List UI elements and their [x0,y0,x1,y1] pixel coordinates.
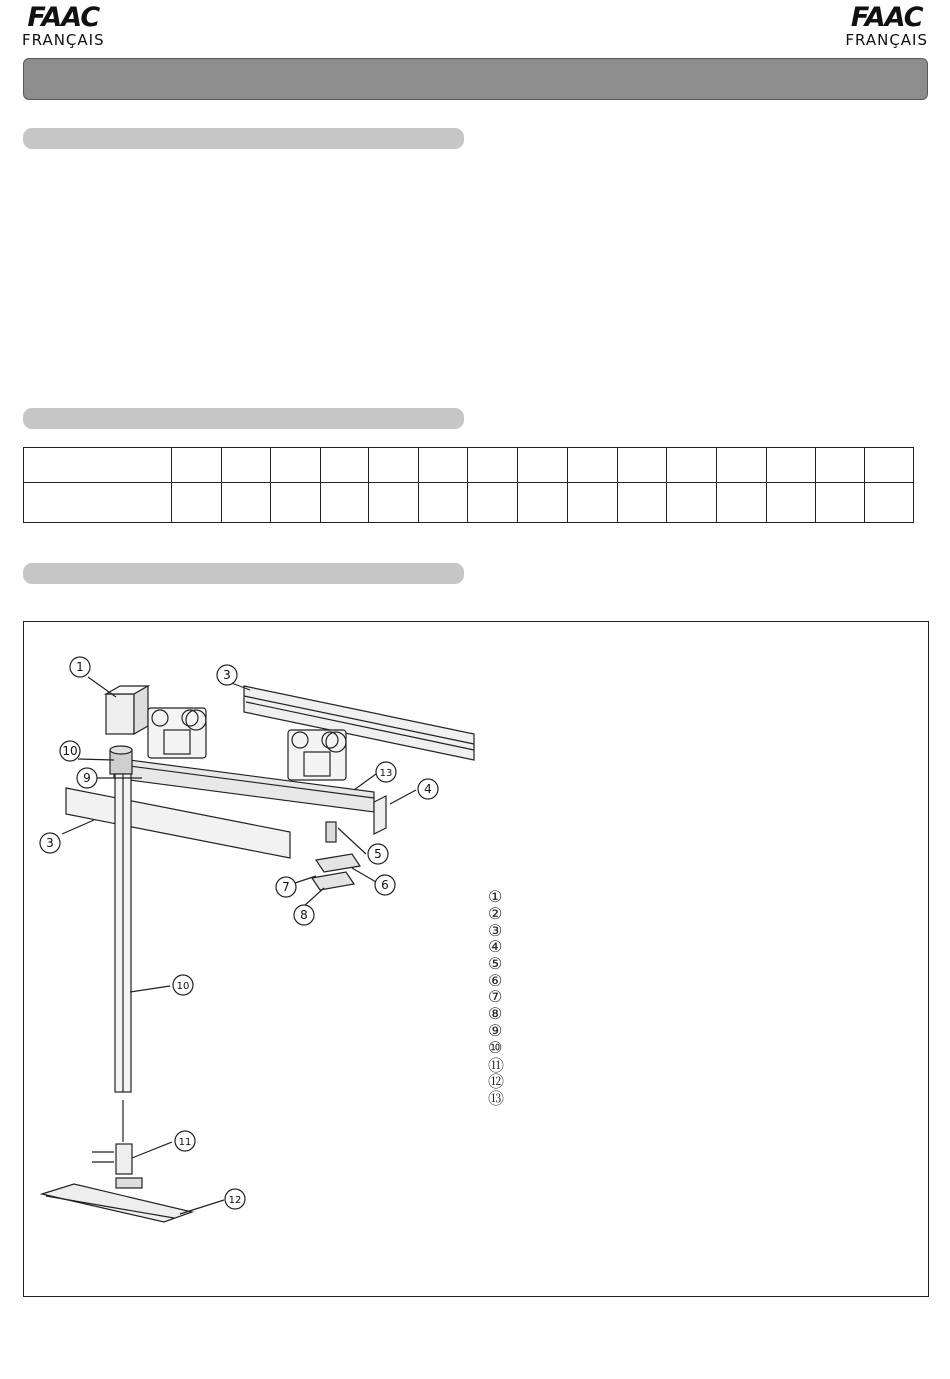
table-cell [369,483,419,523]
exploded-view-figure [23,621,929,1297]
callout-label: 3 [223,668,231,682]
rail-profile-drawing [244,686,474,760]
callout-label: 8 [300,908,308,922]
table-cell [321,483,369,523]
callout-label: 7 [282,880,290,894]
table-cell [468,448,518,483]
callout-label: 9 [83,771,91,785]
parts-legend [488,889,505,1109]
table-cell [419,483,468,523]
table-cell [767,448,816,483]
legend-item: ① [488,889,503,907]
table-cell [172,483,222,523]
table-cell [618,448,667,483]
legend-item: ⑥ [488,972,503,990]
legend-item: ⑪ [488,1057,505,1075]
language-label: FRANÇAIS [22,31,105,49]
plate-drawing [374,796,386,834]
table-cell [518,448,568,483]
table-cell [222,448,271,483]
table-cell [816,448,865,483]
table-cell [767,483,816,523]
callout-label: 3 [46,836,54,850]
page-title-bar [23,58,928,100]
table-cell [717,483,767,523]
floor-guide-drawing [42,1184,192,1222]
exploded-diagram [24,622,928,1296]
table-cell [24,448,172,483]
legend-item: ⑩ [488,1039,503,1057]
table-cell [816,483,865,523]
legend-item: ⑬ [488,1091,505,1109]
callout-label: 10 [62,744,78,758]
legend-item: ③ [488,922,503,940]
table-cell [568,448,618,483]
table-cell [568,483,618,523]
callout-label: 1 [76,660,84,674]
bottom-pivot-drawing [116,1144,132,1174]
table-cell [24,483,172,523]
legend-item: ④ [488,939,503,957]
language-label: FRANÇAIS [845,31,928,49]
callout-label: 12 [228,1195,242,1206]
table-cell [271,483,321,523]
specifications-table [23,447,914,523]
table-cell [468,483,518,523]
callout-label: 13 [379,768,393,779]
table-cell [518,483,568,523]
table-cell [369,448,419,483]
section-header-bar-1 [23,128,464,149]
brand-logo-text: FAAC [850,2,923,33]
callout-label: 11 [178,1137,192,1148]
callout-label: 5 [374,847,382,861]
legend-item: ⑧ [488,1006,503,1024]
table-cell [419,448,468,483]
table-cell [865,448,914,483]
callout-label: 10 [176,981,190,992]
table-cell [667,448,717,483]
table-cell [667,483,717,523]
legend-item: ⑦ [488,989,503,1007]
callout-label: 6 [381,878,389,892]
section-header-bar-2 [23,408,464,429]
table-row [24,448,914,483]
faac-logo-left [22,4,105,48]
faac-logo-right [845,4,928,48]
legend-item: ⑨ [488,1022,503,1040]
leaf-panel-drawing [66,788,290,858]
section-header-bar-3 [23,563,464,584]
legend-item: ⑤ [488,956,503,974]
table-cell [222,483,271,523]
end-cap-drawing [106,694,134,734]
table-cell [321,448,369,483]
table-cell [618,483,667,523]
table-row [24,483,914,523]
table-cell [271,448,321,483]
legend-item: ② [488,906,503,924]
legend-item: ⑫ [488,1074,505,1092]
table-cell [865,483,914,523]
table-cell [717,448,767,483]
callout-label: 4 [424,782,432,796]
table-cell [172,448,222,483]
brand-logo-text: FAAC [27,2,100,33]
